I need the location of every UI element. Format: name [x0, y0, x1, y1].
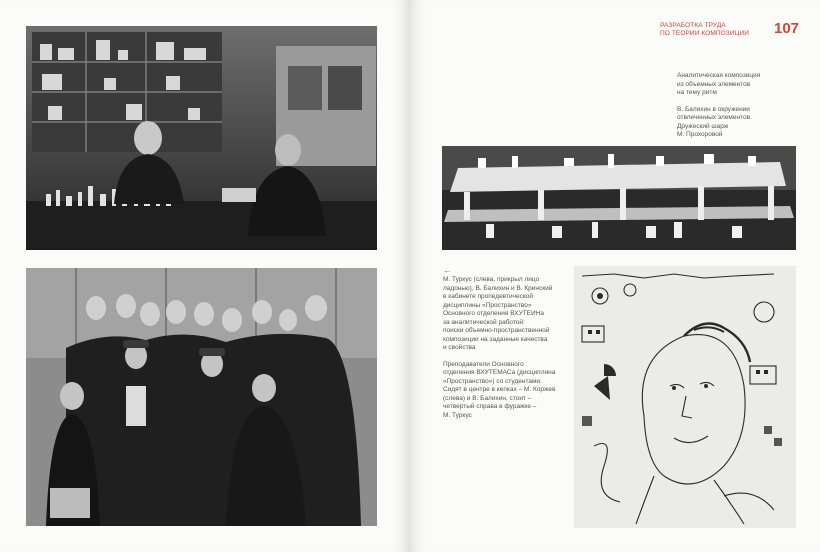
caption-line: на тему ритм [677, 89, 717, 96]
caption-line: Сидят в центре в кепках – М. Коржев [443, 386, 556, 393]
caption-line: отделения ВХУТЕМАСа (дисциплина [443, 369, 556, 376]
workshop-photo [26, 26, 377, 250]
caption-line: в кабинете пропедевтической [443, 293, 534, 300]
caption-line: М. Туркус (слева, прикрыл лицо [443, 276, 540, 283]
caption-line: поиски объемно-пространственной [443, 327, 550, 334]
caption-line: В. Балихин в окружении [677, 105, 750, 113]
rhythm-model-photo [442, 146, 796, 250]
caption-line: «Пространство») со студентами. [443, 377, 542, 385]
caricature-drawing [574, 266, 796, 528]
caption-line: четвертый справа в фуражке – [443, 403, 537, 410]
caption-rhythm [677, 72, 797, 140]
caption-line: композиции на заданные качества [443, 335, 548, 343]
caption-line: из объемных элементов [677, 80, 751, 88]
caption-line: и свойства [443, 344, 476, 351]
caption-line: Основного отделения ВХУТЕИНа [443, 310, 544, 317]
caption-line: за аналитической работой: [443, 318, 525, 326]
running-head [660, 22, 770, 38]
caption-line: Дружеский шарж [677, 122, 729, 130]
page-number: 107 [774, 20, 800, 37]
right-page [410, 0, 820, 552]
caption-workshop [443, 266, 563, 420]
caption-line: М. Туркус [443, 411, 472, 419]
caption-line: (слева) и В. Балихин, стоит – [443, 394, 532, 402]
caption-line: Преподаватели Основного [443, 360, 524, 368]
caption-line: М. Прохоровой [677, 131, 723, 138]
running-head-line-2: ПО ТЕОРИИ КОМПОЗИЦИИ [660, 30, 750, 37]
caption-line: отвлеченных элементов. [677, 114, 752, 121]
arrow-left-icon: ← [443, 265, 452, 275]
running-head-line-1: РАЗРАБОТКА ТРУДА [660, 22, 726, 29]
caption-line: ладонью), В. Балихин и В. Кринский [443, 284, 553, 292]
group-photo [26, 268, 377, 526]
caption-line: дисциплины «Пространство» [443, 301, 532, 309]
caption-line: Аналитическая композиция [677, 72, 761, 79]
